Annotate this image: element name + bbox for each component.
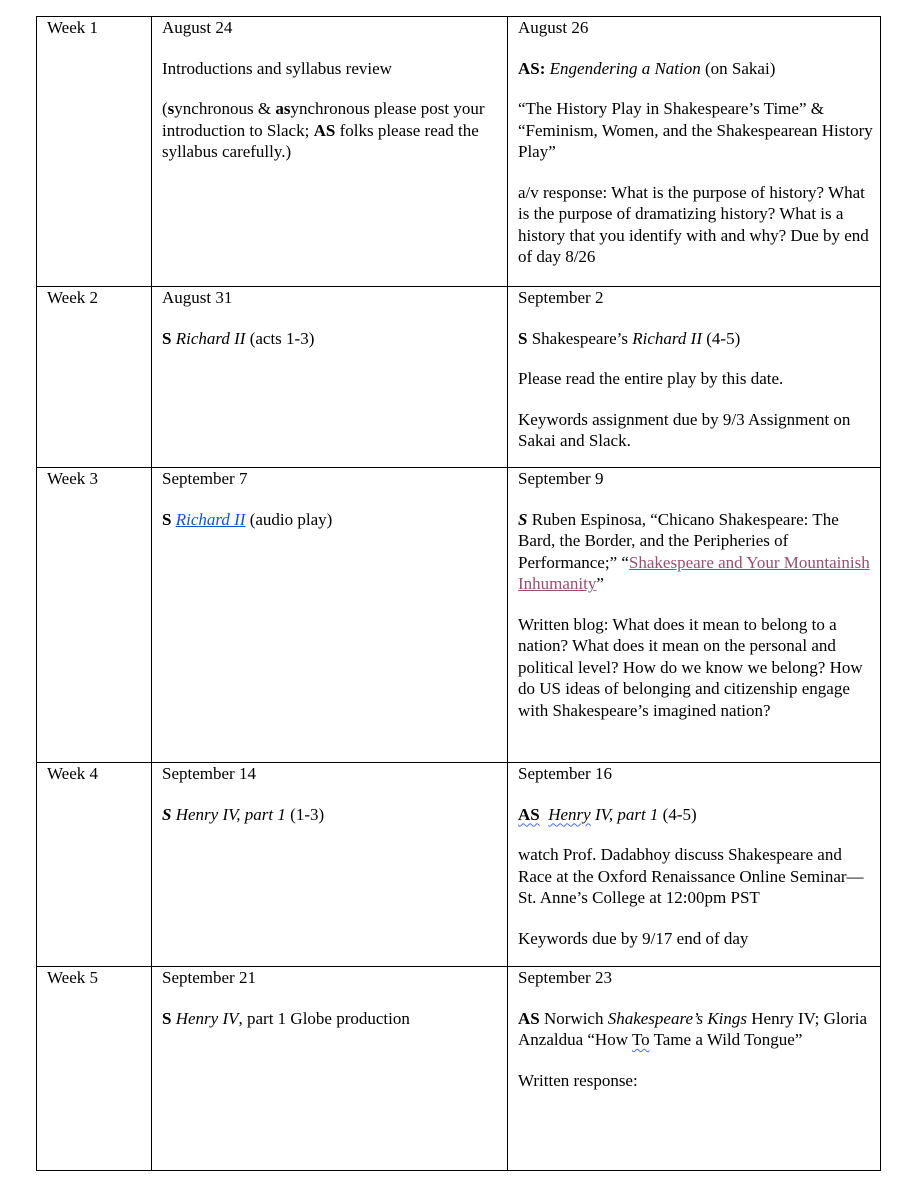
second-session-cell bbox=[508, 17, 881, 287]
session-reading: S Henry IV, part 1 Globe production bbox=[162, 1008, 410, 1028]
second-session-cell bbox=[508, 287, 881, 468]
session-date: August 26 bbox=[518, 18, 589, 37]
session-reading: S Henry IV, part 1 (1-3) bbox=[162, 804, 325, 824]
session-reading: S Richard II (audio play) bbox=[162, 509, 333, 529]
mountainish-inhumanity-link[interactable]: Shakespeare and Your Mountainish Inhumanity bbox=[518, 552, 870, 593]
table-row bbox=[37, 763, 881, 967]
session-reading: AS Henry IV, part 1 (4-5) bbox=[518, 804, 697, 824]
session-topic: Introductions and syllabus review bbox=[162, 58, 392, 78]
first-session-cell bbox=[152, 287, 508, 468]
session-date: August 24 bbox=[162, 18, 233, 37]
session-prompt: Written blog: What does it mean to belong to a nation? What does it mean on the personal and political level? How do we know we belong? How do US ideas of belonging and citizenship engage with Shakespeare’s imagined nation? bbox=[518, 614, 863, 720]
table-row bbox=[37, 967, 881, 1171]
first-session-cell bbox=[152, 763, 508, 967]
session-reading: S Richard II (acts 1-3) bbox=[162, 328, 315, 348]
first-session-cell bbox=[152, 967, 508, 1171]
session-reading: S Ruben Espinosa, “Chicano Shakespeare: The Bard, the Border, and the Peripheries of Performance;” “Shakespeare and Your Mountainish Inhumanity” bbox=[518, 509, 870, 593]
table-row bbox=[37, 17, 881, 287]
first-session-cell bbox=[152, 17, 508, 287]
session-date: September 21 bbox=[162, 968, 256, 987]
session-assignment: Keywords assignment due by 9/3 Assignment on Sakai and Slack. bbox=[518, 409, 851, 450]
week-label-cell bbox=[37, 763, 152, 967]
session-date: August 31 bbox=[162, 288, 233, 307]
second-session-cell bbox=[508, 468, 881, 763]
session-note: (synchronous & asynchronous please post your introduction to Slack; AS folks please read the syllabus carefully.) bbox=[162, 99, 485, 161]
session-reading: S Shakespeare’s Richard II (4-5) bbox=[518, 328, 741, 348]
session-date: September 7 bbox=[162, 469, 248, 488]
week-label: Week 5 bbox=[47, 968, 99, 987]
session-date: September 9 bbox=[518, 469, 604, 488]
week-label-cell bbox=[37, 967, 152, 1171]
session-readings: “The History Play in Shakespeare’s Time” & “Feminism, Women, and the Shakespearean History Play” bbox=[518, 99, 873, 161]
week-label-cell bbox=[37, 468, 152, 763]
week-label: Week 3 bbox=[47, 469, 99, 488]
session-date: September 23 bbox=[518, 968, 612, 987]
session-reading: AS Norwich Shakespeare’s Kings Henry IV; Gloria Anzaldua “How To Tame a Wild Tongue” bbox=[518, 1008, 868, 1049]
table-row bbox=[37, 287, 881, 468]
week-label-cell bbox=[37, 17, 152, 287]
session-reading: AS: Engendering a Nation (on Sakai) bbox=[518, 58, 776, 78]
week-label: Week 4 bbox=[47, 764, 99, 783]
table-row bbox=[37, 468, 881, 763]
session-date: September 2 bbox=[518, 288, 604, 307]
session-prompt: a/v response: What is the purpose of history? What is the purpose of dramatizing history? What is a history that you identify with and why? Due by end of day 8/26 bbox=[518, 182, 869, 266]
week-label-cell bbox=[37, 287, 152, 468]
first-session-cell bbox=[152, 468, 508, 763]
session-note: Please read the entire play by this date. bbox=[518, 369, 784, 388]
week-label: Week 1 bbox=[47, 18, 99, 37]
session-date: September 16 bbox=[518, 764, 612, 783]
richard-ii-audio-link[interactable]: Richard II bbox=[175, 509, 246, 529]
schedule-table bbox=[36, 16, 881, 1171]
session-prompt: Written response: bbox=[518, 1070, 638, 1090]
session-event: watch Prof. Dadabhoy discuss Shakespeare and Race at the Oxford Renaissance Online Seminar—St. Anne’s College at 12:00pm PST bbox=[518, 845, 864, 907]
session-due: Keywords due by 9/17 end of day bbox=[518, 928, 749, 948]
session-date: September 14 bbox=[162, 764, 256, 783]
second-session-cell bbox=[508, 967, 881, 1171]
second-session-cell bbox=[508, 763, 881, 967]
week-label: Week 2 bbox=[47, 288, 99, 307]
